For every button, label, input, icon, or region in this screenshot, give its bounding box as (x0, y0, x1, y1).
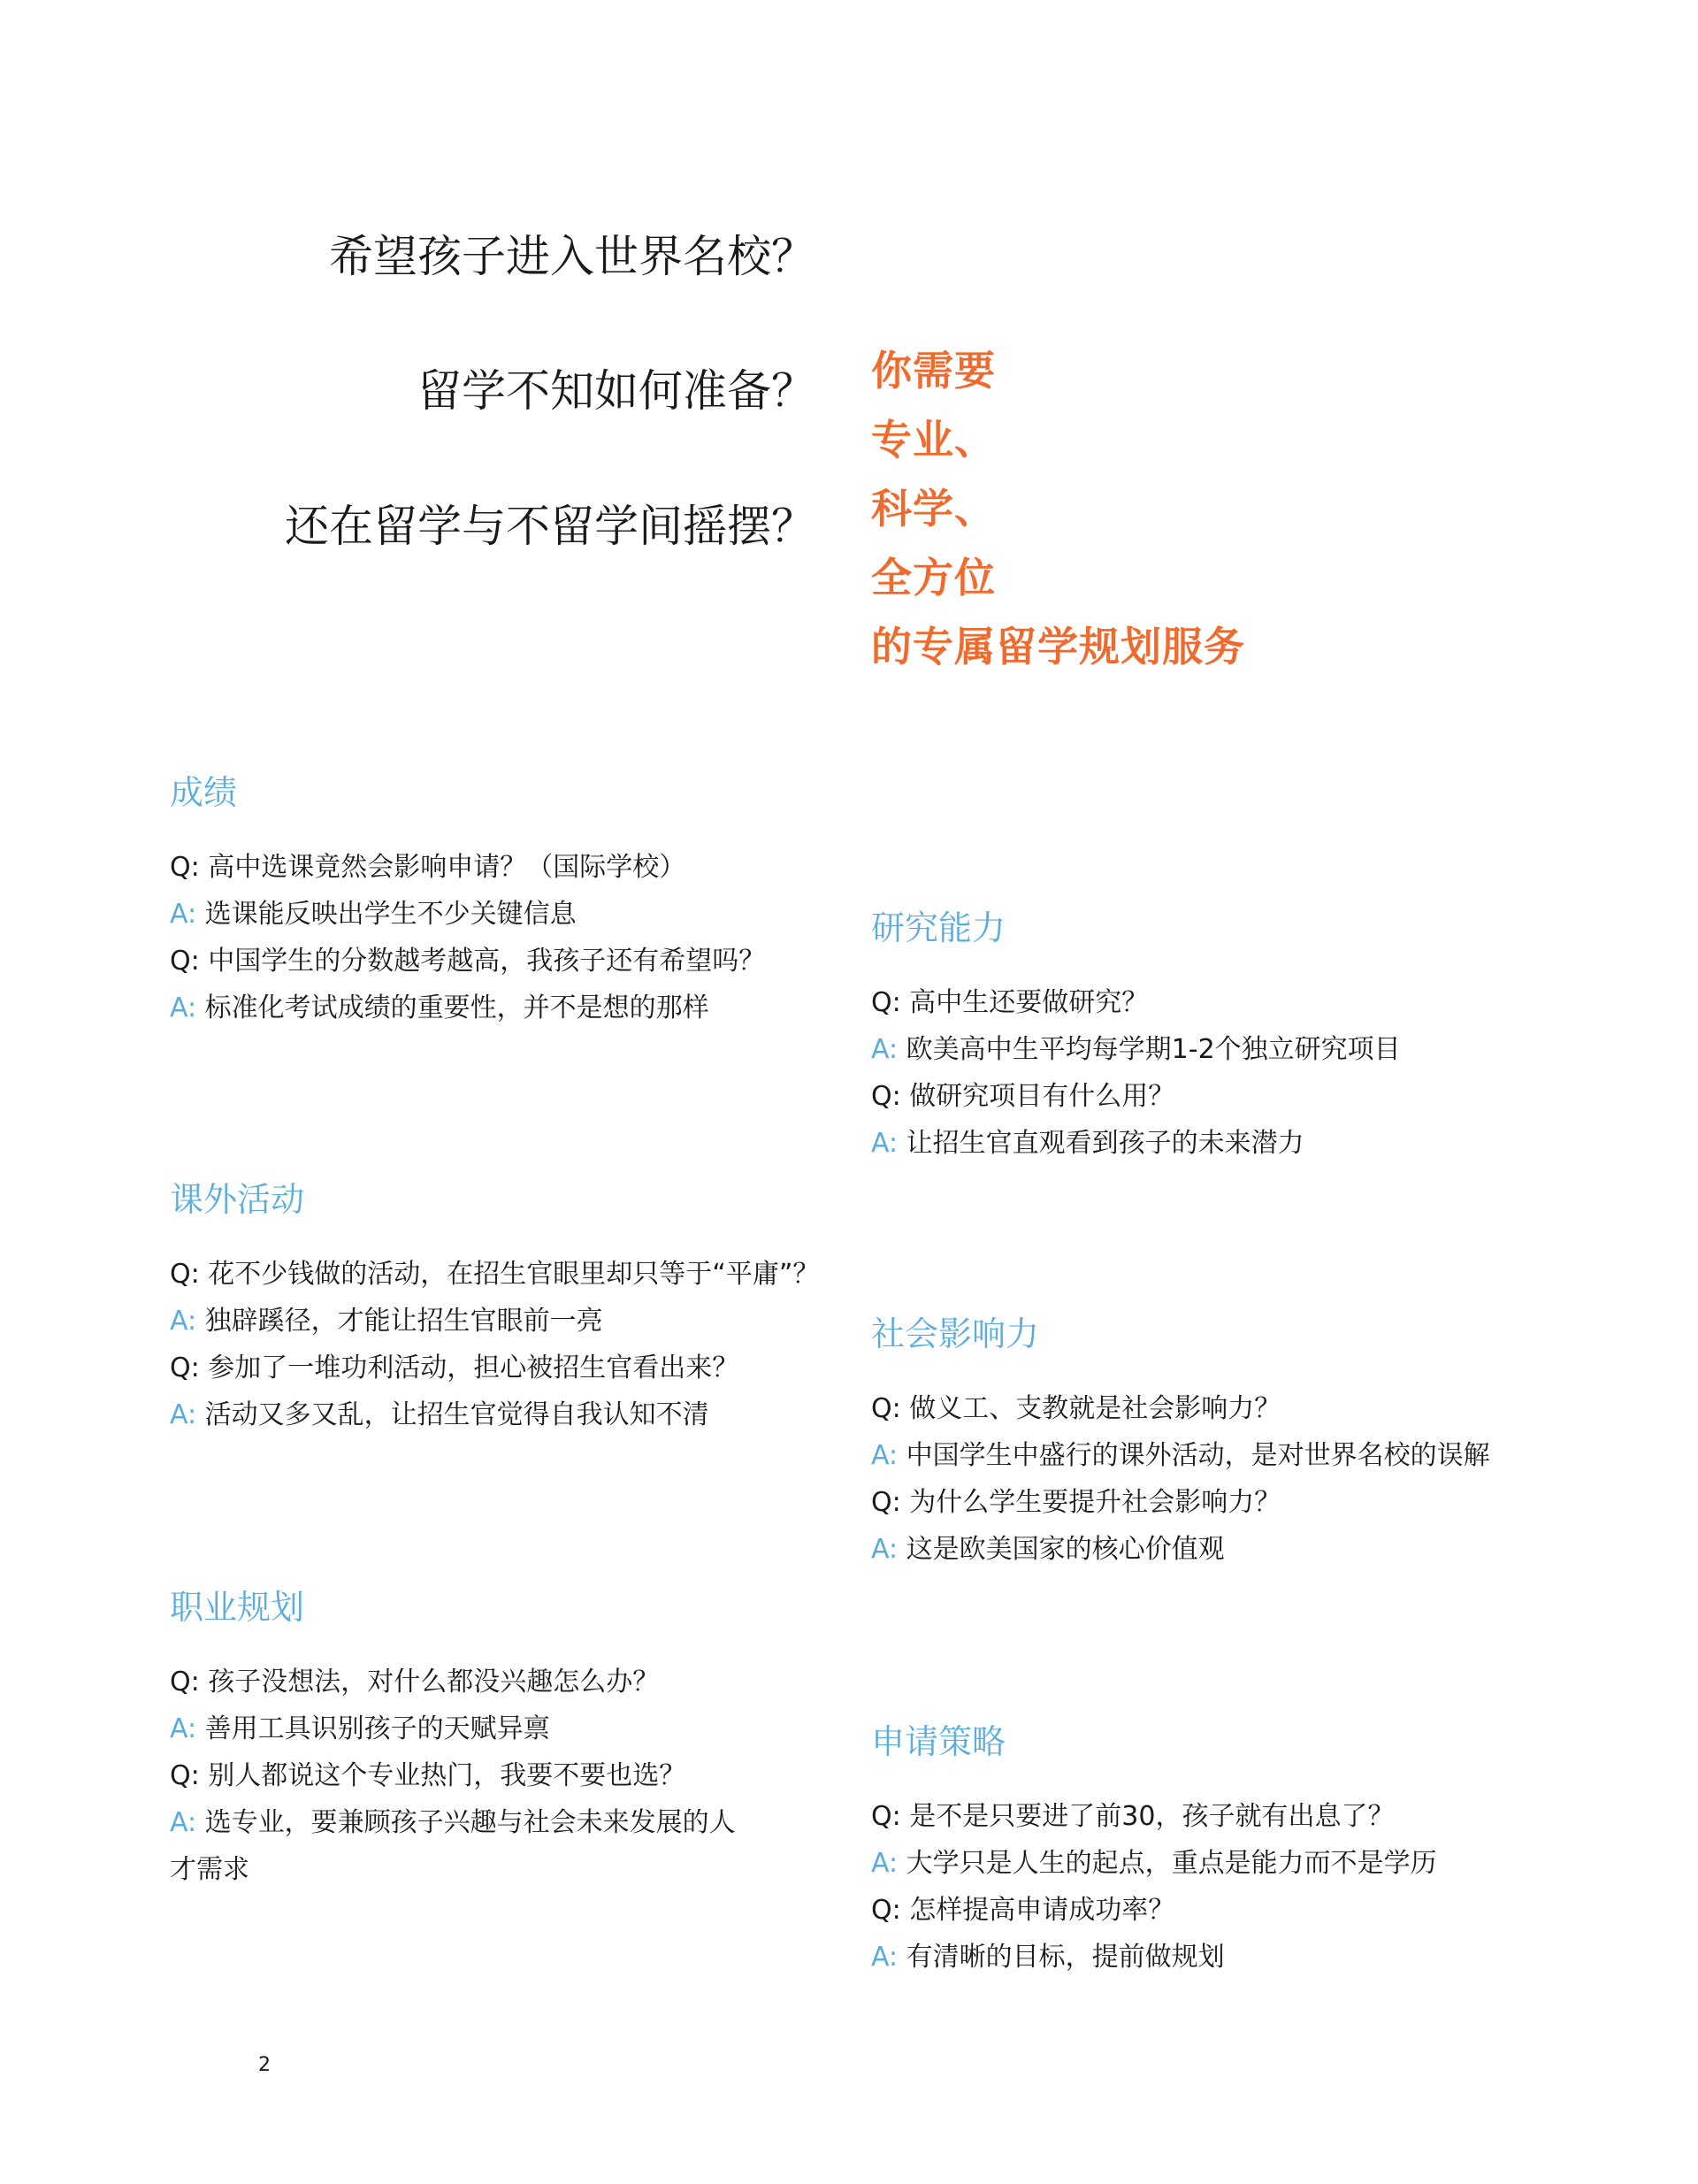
section-title: 成绩 (170, 773, 238, 812)
question-line: Q: 高中生还要做研究？ (871, 987, 1149, 1018)
question-line: Q: 是不是只要进了前30，孩子就有出息了？ (871, 1801, 1395, 1832)
section-career (170, 1586, 948, 1893)
question-line: Q: 为什么学生要提升社会影响力？ (871, 1487, 1281, 1518)
question-line: Q: 别人都说这个专业热门，我要不要也选？ (170, 1760, 686, 1791)
section-title: 职业规划 (170, 1588, 305, 1627)
question-line: Q: 花不少钱做的活动，在招生官眼里却只等于“平庸”？ (170, 1259, 820, 1290)
answer-line: A: 独辟蹊径，才能让招生官眼前一亮 (170, 1306, 603, 1337)
hero-answer-line: 专业、 (871, 416, 996, 464)
hero-question-2: 留学不知如何准备？ (417, 365, 815, 417)
section-title: 研究能力 (871, 908, 1006, 947)
section-title: 申请策略 (871, 1722, 1006, 1761)
answer-line: A: 活动又多又乱，让招生官觉得自我认知不清 (170, 1399, 709, 1430)
question-line: Q: 高中选课竟然会影响申请？（国际学校） (170, 852, 686, 883)
section-title: 课外活动 (170, 1180, 305, 1219)
answer-line: A: 标准化考试成绩的重要性，并不是想的那样 (170, 992, 709, 1023)
hero-answer-line: 科学、 (871, 485, 996, 533)
hero-answer-line: 你需要 (871, 347, 996, 395)
section-title: 社会影响力 (871, 1314, 1040, 1353)
answer-line: A: 选课能反映出学生不少关键信息 (170, 899, 577, 930)
answer-line: A: 欧美高中生平均每学期1-2个独立研究项目 (871, 1034, 1401, 1065)
answer-line: A: 选专业，要兼顾孩子兴趣与社会未来发展的人才需求 (170, 1807, 736, 1885)
question-line: Q: 参加了一堆功利活动，担心被招生官看出来？ (170, 1353, 739, 1383)
question-line: Q: 中国学生的分数越考越高，我孩子还有希望吗？ (170, 946, 766, 977)
question-line: Q: 孩子没想法，对什么都没兴趣怎么办？ (170, 1667, 660, 1697)
hero-question-1: 希望孩子进入世界名校？ (329, 231, 815, 282)
section-social (871, 1313, 1649, 1573)
section-activities (170, 1178, 948, 1438)
answer-line: A: 中国学生中盛行的课外活动，是对世界名校的误解 (871, 1440, 1490, 1471)
section-strategy (871, 1720, 1649, 1981)
question-line: Q: 做义工、支教就是社会影响力？ (871, 1393, 1281, 1424)
question-line: Q: 怎样提高申请成功率？ (871, 1895, 1175, 1926)
answer-line: A: 大学只是人生的起点，重点是能力而不是学历 (871, 1848, 1437, 1879)
hero-question-3: 还在留学与不留学间摇摆？ (285, 501, 815, 552)
section-research (871, 907, 1649, 1167)
answer-line: A: 有清晰的目标，提前做规划 (871, 1942, 1225, 1973)
answer-line: A: 让招生官直观看到孩子的未来潜力 (871, 1128, 1304, 1159)
hero-answer-line: 的专属留学规划服务 (871, 623, 1245, 671)
answer-line: A: 善用工具识别孩子的天赋异禀 (170, 1713, 550, 1744)
hero-answer-line: 全方位 (871, 554, 996, 602)
section-grades (170, 771, 948, 1031)
question-line: Q: 做研究项目有什么用？ (871, 1081, 1175, 1112)
answer-line: A: 这是欧美国家的核心价值观 (871, 1534, 1225, 1565)
hero-answer (871, 336, 1245, 681)
page-number: 2 (258, 2054, 271, 2076)
